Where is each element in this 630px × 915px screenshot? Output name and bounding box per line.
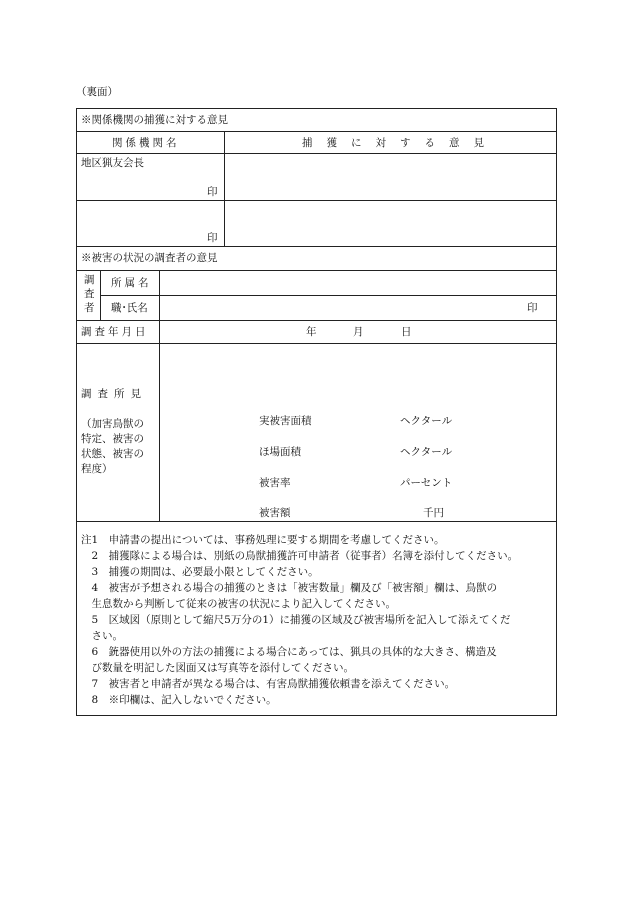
note-line: 3 捕獲の期間は、必要最小限としてください。 xyxy=(81,566,319,578)
note-line: 4 被害が予想される場合の捕獲のときは「被害数量」欄及び「被害額」欄は、鳥獣の xyxy=(81,582,498,594)
section1-title: ※関係機関の捕獲に対する意見 xyxy=(81,114,228,126)
note-line: 6 銃器使用以外の方法の捕獲による場合にあっては、猟具の具体的な大きさ、構造及 xyxy=(81,646,497,658)
note-line: び数量を明記した図面又は写真等を添付してください。 xyxy=(81,662,354,674)
note-line: 生息数から判断して従来の被害の状況により記入してください。 xyxy=(81,598,396,610)
divider xyxy=(100,295,557,296)
metric-unit: ヘクタール xyxy=(400,446,453,458)
findings-note-line: （加害鳥獣の xyxy=(81,418,144,430)
page-label: （裏面） xyxy=(76,86,118,98)
findings-label: 調査所見 xyxy=(81,388,147,400)
note-line: 2 捕獲隊による場合は、別紙の鳥獣捕獲許可申請者（従事者）名簿を添付してください。 xyxy=(81,550,519,562)
column-divider xyxy=(224,131,225,246)
name-label: 職･氏名 xyxy=(111,302,148,314)
divider xyxy=(76,521,557,522)
column-divider xyxy=(100,270,101,320)
note-line: さい。 xyxy=(81,630,123,642)
investigator-label-char: 者 xyxy=(84,302,95,314)
metric-label: 被害額 xyxy=(259,507,291,519)
metric-unit: 千円 xyxy=(423,507,444,519)
note-line: 注1 申請書の提出については、事務処理に要する期間を考慮してください。 xyxy=(81,534,445,546)
column-header-org: 関係機関名 xyxy=(112,137,180,149)
note-line: 5 区域図（原則として縮尺5万分の1）に捕獲の区域及び被害場所を記入して添えてくだ xyxy=(81,614,511,626)
divider xyxy=(76,270,557,271)
investigator-label-char: 査 xyxy=(84,288,95,300)
note-line: 7 被害者と申請者が異なる場合は、有害鳥獣捕獲依頼書を添えてください。 xyxy=(81,678,456,690)
affiliation-label: 所属名 xyxy=(111,277,152,289)
findings-note-line: 特定、被害の xyxy=(81,433,144,445)
metric-label: ほ場面積 xyxy=(259,446,301,458)
divider xyxy=(76,246,557,247)
findings-note-line: 状態、被害の xyxy=(81,448,144,460)
metric-unit: ヘクタール xyxy=(400,415,453,427)
column-divider xyxy=(159,270,160,521)
findings-note-line: 程度） xyxy=(81,463,113,475)
column-header-opinion: 捕獲に対する意見 xyxy=(302,137,498,149)
seal-mark: 印 xyxy=(207,186,218,198)
org-row1-name: 地区猟友会長 xyxy=(81,157,144,169)
date-year: 年 xyxy=(306,326,317,338)
investigator-label-char: 調 xyxy=(84,274,95,286)
metric-label: 実被害面積 xyxy=(259,415,312,427)
divider xyxy=(76,200,557,201)
seal-mark: 印 xyxy=(527,302,538,314)
divider xyxy=(76,320,557,321)
seal-mark: 印 xyxy=(207,232,218,244)
divider xyxy=(76,153,557,154)
divider xyxy=(76,343,557,344)
survey-date-label: 調査年月日 xyxy=(81,326,149,338)
metric-label: 被害率 xyxy=(259,477,291,489)
note-line: 8 ※印欄は、記入しないでください。 xyxy=(81,694,277,706)
metric-unit: パーセント xyxy=(400,477,453,489)
divider xyxy=(76,131,557,132)
section2-title: ※被害の状況の調査者の意見 xyxy=(81,252,218,264)
date-day: 日 xyxy=(401,326,412,338)
date-month: 月 xyxy=(353,326,364,338)
